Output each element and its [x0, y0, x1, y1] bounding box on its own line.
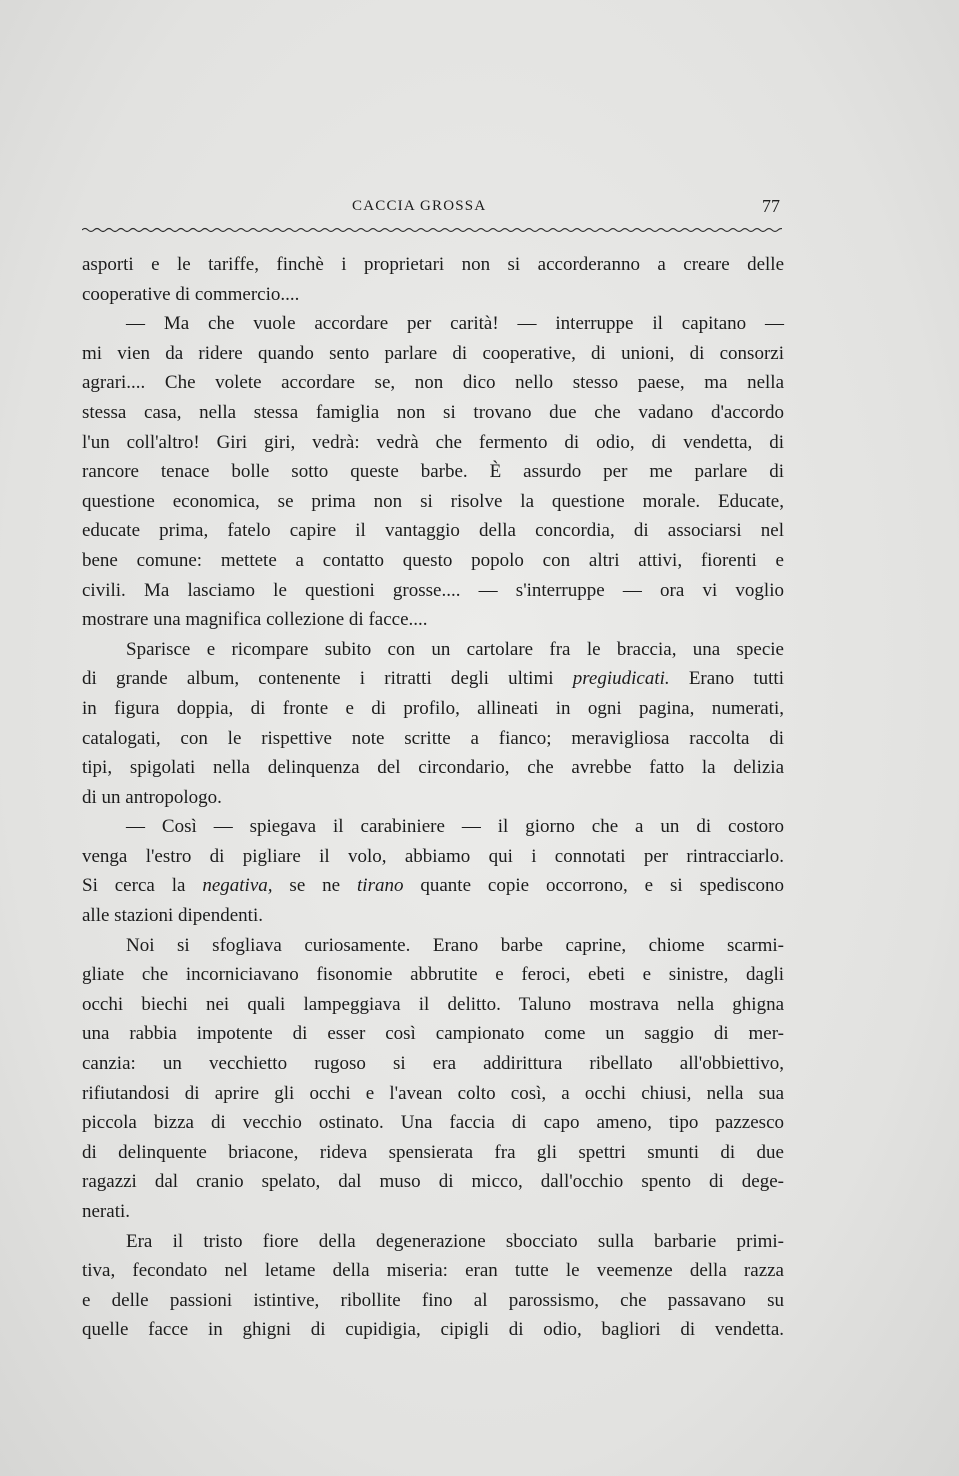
text-line: stessa casa, nella stessa famiglia non si trovano due che vadano d'accordo	[82, 401, 784, 423]
text-line: Era il tristo fiore della degenerazione sbocciato sulla barbarie primi-	[126, 1230, 784, 1252]
text-line: civili. Ma lasciamo le questioni grosse.... — s'interruppe — ora vi voglio	[82, 579, 784, 601]
text-line: cooperative di commercio....	[82, 283, 300, 305]
text-line: rancore tenace bolle sotto queste barbe. È assurdo per me parlare di	[82, 461, 784, 483]
text-line: questione economica, se prima non si risolve la questione morale. Educate,	[82, 490, 784, 512]
text-line: alle stazioni dipendenti.	[82, 905, 263, 927]
text-line: e delle passioni istintive, ribollite fino al parossismo, che passavano su	[82, 1289, 784, 1311]
text-line: quelle facce in ghigni di cupidigia, cipigli di odio, bagliori di vendetta.	[82, 1319, 784, 1341]
text-line: Noi si sfogliava curiosamente. Erano barbe caprine, chiome scarmi-	[126, 934, 784, 956]
text-line: in figura doppia, di fronte e di profilo, allineati in ogni pagina, numerati,	[82, 697, 784, 719]
text-run: se ne	[272, 875, 358, 897]
page-number: 77	[762, 196, 780, 216]
text-line: educate prima, fatelo capire il vantaggio della concordia, di associarsi nel	[82, 520, 784, 542]
emphasis-run: negativa,	[202, 875, 273, 897]
text-line: catalogati, con le rispettive note scritte a fianco; meravigliosa raccolta di	[82, 727, 784, 749]
text-line: venga l'estro di pigliare il volo, abbiamo qui i connotati per rintracciarlo.	[82, 845, 784, 867]
running-title: CACCIA GROSSA	[352, 198, 487, 214]
text-line: tiva, fecondato nel letame della miseria: eran tutte le veemenze della razza	[82, 1260, 784, 1282]
text-line: rifiutandosi di aprire gli occhi e l'avean colto così, a occhi chiusi, nella sua	[82, 1082, 784, 1104]
text-line: asporti e le tariffe, finchè i proprietari non si accorderanno a creare delle	[82, 254, 784, 275]
text-run: Erano tutti	[669, 668, 784, 690]
text-line: canzia: un vecchietto rugoso si era addirittura ribellato all'obbiettivo,	[82, 1053, 784, 1075]
text-line-with-emphasis	[82, 871, 784, 901]
text-line: di un antropologo.	[82, 786, 222, 808]
text-line: nerati.	[82, 1201, 131, 1222]
page-header	[82, 196, 782, 224]
text-line-with-emphasis	[82, 664, 784, 694]
text-line: gliate che incorniciavano fisonomie abbrutite e feroci, ebeti e sinistre, dagli	[82, 964, 784, 986]
body-text	[82, 250, 784, 1345]
text-line: tipi, spigolati nella delinquenza del circondario, che avrebbe fatto la delizia	[82, 757, 784, 779]
text-line: — Così — spiegava il carabiniere — il giorno che a un di costoro	[126, 816, 784, 838]
wavy-header-rule	[82, 226, 782, 234]
text-line: piccola bizza di vecchio ostinato. Una faccia di capo ameno, tipo pazzesco	[82, 1112, 784, 1134]
text-line: occhi biechi nei quali lampeggiava il delitto. Taluno mostrava nella ghigna	[82, 993, 784, 1015]
text-line: una rabbia impotente di esser così campionato come un saggio di mer-	[82, 1023, 784, 1045]
text-run: di grande album, contenente i ritratti degli ultimi	[82, 668, 573, 690]
emphasis-run: pregiudicati.	[572, 668, 670, 690]
text-line: Sparisce e ricompare subito con un cartolare fra le braccia, una specie	[126, 638, 784, 660]
text-line: ragazzi dal cranio spelato, dal muso di micco, dall'occhio spento di dege-	[82, 1171, 784, 1193]
text-line: l'un coll'altro! Giri giri, vedrà: vedrà che fermento di odio, di vendetta, di	[82, 431, 784, 453]
text-run: Si cerca la	[82, 875, 203, 897]
text-line: — Ma che vuole accordare per carità! — interruppe il capitano —	[126, 313, 784, 335]
text-run: quante copie occorrono, e si spediscono	[403, 875, 784, 897]
text-line: bene comune: mettete a contatto questo popolo con altri attivi, fiorenti e	[82, 549, 784, 571]
text-line: agrari.... Che volete accordare se, non dico nello stesso paese, ma nella	[82, 372, 784, 394]
text-line: di delinquente briacone, rideva spensierata fra gli spettri smunti di due	[82, 1141, 784, 1163]
text-line: mi vien da ridere quando sento parlare di cooperative, di unioni, di consorzi	[82, 342, 784, 364]
text-line: mostrare una magnifica collezione di facce....	[82, 609, 428, 631]
emphasis-run: tirano	[357, 875, 404, 897]
